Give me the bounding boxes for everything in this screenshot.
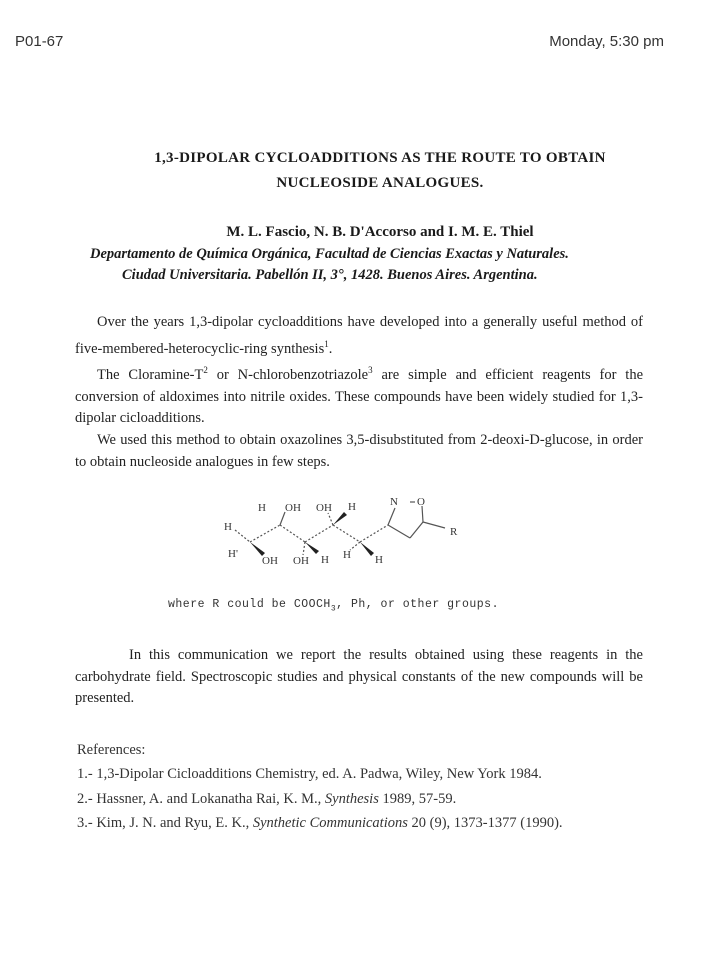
atom-h: H bbox=[258, 502, 266, 514]
atom-oh: OH bbox=[316, 502, 332, 514]
wedge-bonds bbox=[250, 512, 374, 556]
ref-3-sup: 3 bbox=[368, 365, 373, 376]
ref-journal: Synthesis bbox=[324, 790, 379, 807]
p2-text-b: or N-chlorobenzotriazole bbox=[207, 367, 369, 384]
paragraph-2 bbox=[75, 360, 643, 430]
caption-text-b: , Ph, or other groups. bbox=[336, 598, 499, 611]
ref-text: 2.- Hassner, A. and Lokanatha Rai, K. M., bbox=[77, 790, 325, 807]
references-heading: References: bbox=[77, 742, 146, 758]
ref-text: 20 (9), 1373-1377 (1990). bbox=[407, 814, 563, 831]
ref-text: 1989, 57-59. bbox=[378, 790, 457, 807]
affiliation-line-2: Ciudad Universitaria. Pabellón II, 3°, 1428. Buenos Aires. Argentina. bbox=[122, 267, 538, 283]
atom-oh: OH bbox=[293, 555, 309, 567]
references bbox=[77, 738, 563, 835]
atom-h: H bbox=[348, 501, 356, 513]
atom-r: R bbox=[450, 526, 458, 538]
p2-text-c: are simple and efficient reagents for the conversion of aldoximes into nitrile oxides. These compounds have been widely studied for 1,3-dipolar cicloadditions. bbox=[75, 367, 644, 427]
conclusion-text: In this communication we report the results obtained using these reagents in the carbohydrate field. Spectroscopic studies and physical constants of the new compounds will be presented. bbox=[75, 647, 643, 707]
atom-h: H bbox=[321, 554, 329, 566]
paragraph-1 bbox=[75, 312, 643, 360]
title-line-1: 1,3-DIPOLAR CYCLOADDITIONS AS THE ROUTE TO OBTAIN bbox=[154, 150, 606, 166]
p1-end: . bbox=[328, 340, 333, 357]
p2-text-a: The Cloramine-T bbox=[97, 367, 204, 384]
chemical-structure bbox=[200, 480, 500, 590]
reference-item bbox=[77, 787, 563, 811]
atom-h: H bbox=[224, 521, 232, 533]
reference-item bbox=[77, 762, 563, 786]
reference-item bbox=[77, 811, 563, 835]
caption-subscript: 3 bbox=[330, 604, 337, 614]
conclusion-paragraph bbox=[75, 645, 643, 710]
atom-oh: OH bbox=[262, 555, 278, 567]
abstract-code: P01-67 bbox=[15, 33, 64, 50]
ref-1-sup: 1 bbox=[324, 338, 329, 349]
atom-n: N bbox=[390, 496, 398, 508]
affiliation-line-1: Departamento de Química Orgánica, Facultad de Ciencias Exactas y Naturales. bbox=[90, 246, 569, 262]
atom-h: H bbox=[343, 549, 351, 561]
atom-h-prime: H' bbox=[228, 548, 238, 560]
caption-text-a: where R could be COOCH bbox=[168, 598, 331, 611]
title-line-2: NUCLEOSIDE ANALOGUES. bbox=[276, 175, 484, 191]
session-time: Monday, 5:30 pm bbox=[549, 33, 664, 50]
atom-oh: OH bbox=[285, 502, 301, 514]
paragraph-3: We used this method to obtain oxazolines 3,5-disubstituted from 2-deoxi-D-glucose, in order to obtain nucleoside analogues in few steps. bbox=[75, 432, 643, 470]
p1-text: Over the years 1,3-dipolar cycloadditions have developed into a generally useful method of five-membered-heterocyclic-ring synthesis bbox=[75, 314, 643, 357]
authors: M. L. Fascio, N. B. D'Accorso and I. M. E. Thiel bbox=[226, 224, 534, 240]
ref-journal: Synthetic Communications bbox=[252, 814, 408, 831]
ref-2-sup: 2 bbox=[203, 365, 208, 376]
atom-h: H bbox=[375, 554, 383, 566]
abstract-body bbox=[75, 312, 643, 474]
structure-caption bbox=[168, 598, 499, 613]
bonds bbox=[235, 502, 445, 555]
atom-o: O bbox=[417, 496, 425, 508]
ref-text: 3.- Kim, J. N. and Ryu, E. K., bbox=[77, 814, 253, 831]
ref-text: 1.- 1,3-Dipolar Cicloadditions Chemistry, ed. A. Padwa, Wiley, New York 1984. bbox=[77, 766, 542, 783]
